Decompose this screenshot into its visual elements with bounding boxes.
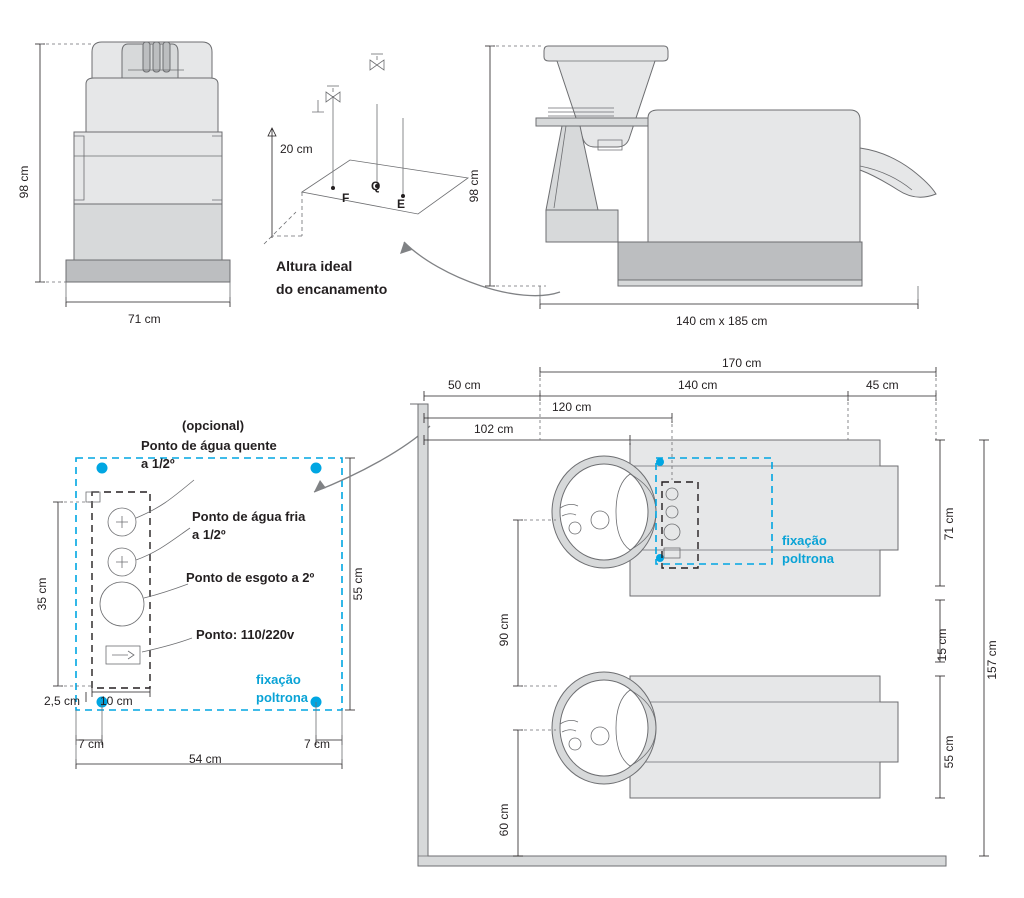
plan-dim-45: 45 cm <box>866 378 899 392</box>
side-height-label: 98 cm <box>467 169 482 203</box>
side-view-unit <box>536 46 936 286</box>
plan-dim-55: 55 cm <box>942 735 957 769</box>
anchor-dot <box>97 463 108 474</box>
front-width-dimension <box>66 282 230 307</box>
plan-dim-102: 102 cm <box>474 422 514 436</box>
wall-left-height-label: 35 cm <box>35 577 50 611</box>
drain-label: Ponto de esgoto a 2º <box>186 570 315 585</box>
plan-dim-71: 71 cm <box>942 507 957 541</box>
plan-dim-157: 157 cm <box>985 640 1000 680</box>
front-width-label: 71 cm <box>128 312 161 326</box>
plan-dim-170: 170 cm <box>722 356 762 370</box>
hot-water-label-2: a 1/2º <box>141 456 175 471</box>
side-footprint-dimension <box>540 286 918 309</box>
front-height-label: 98 cm <box>17 165 32 199</box>
wall-fixation-label-1: fixação <box>256 672 301 687</box>
wall-right-height-label: 55 cm <box>351 567 366 601</box>
wall-dim-7-left-label: 7 cm <box>78 737 105 751</box>
anchor-dot <box>311 463 322 474</box>
wall-dim-total-label: 54 cm <box>189 752 222 766</box>
plan-fixation-label-1: fixação <box>782 533 827 548</box>
wall-fixation-label-2: poltrona <box>256 690 308 705</box>
cold-water-label-2: a 1/2º <box>192 527 226 542</box>
wall-dim-10-label: 10 cm <box>100 694 133 708</box>
optional-label: (opcional) <box>182 418 245 433</box>
plumbing-caption-line1: Altura ideal <box>276 258 353 274</box>
plan-dim-60: 60 cm <box>497 803 512 837</box>
point-q-label: Q <box>371 179 381 193</box>
plumbing-height-label: 20 cm <box>280 142 313 156</box>
plan-dim-15: 15 cm <box>935 628 950 662</box>
plan-dim-90: 90 cm <box>497 613 512 647</box>
point-f-label: F <box>342 191 350 205</box>
power-label: Ponto: 110/220v <box>196 627 295 642</box>
plan-fixation-label-2: poltrona <box>782 551 834 566</box>
wall-detail-panel <box>53 426 430 769</box>
side-footprint-label: 140 cm x 185 cm <box>676 314 768 328</box>
drain-point <box>100 582 144 626</box>
wall-dim-25-label: 2,5 cm <box>44 694 81 708</box>
plumbing-caption-line2: do encanamento <box>276 281 388 297</box>
plan-dim-50: 50 cm <box>448 378 481 392</box>
wall-dim-7-right-label: 7 cm <box>304 737 331 751</box>
plan-dim-120: 120 cm <box>552 400 592 414</box>
front-view-chair <box>66 42 230 282</box>
side-height-dimension <box>485 46 546 286</box>
cold-water-label-1: Ponto de água fria <box>192 509 306 524</box>
hot-water-label-1: Ponto de água quente <box>141 438 277 453</box>
point-e-label: E <box>397 197 406 211</box>
plan-dim-140: 140 cm <box>678 378 718 392</box>
